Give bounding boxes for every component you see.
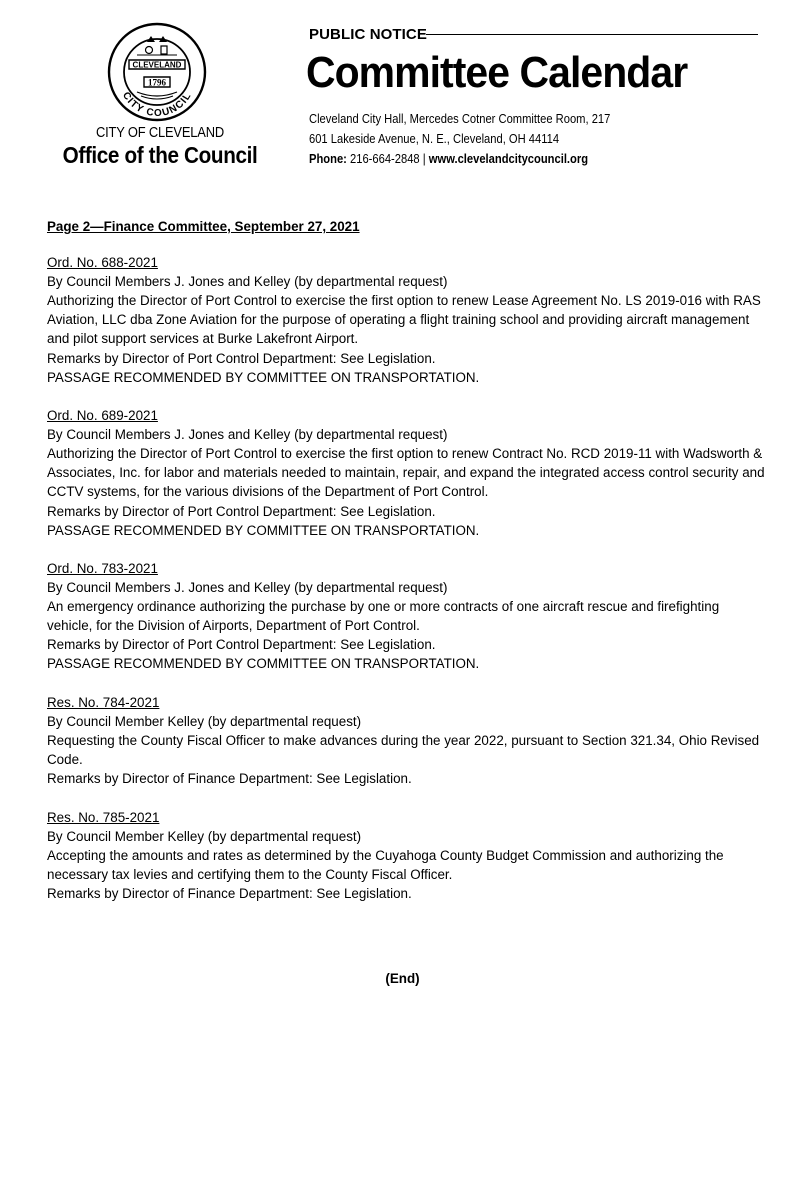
legislation-number: Ord. No. 689-2021 xyxy=(47,408,158,424)
public-notice-label: PUBLIC NOTICE xyxy=(309,26,427,43)
legislation-description: Accepting the amounts and rates as determined by the Cuyahoga County Budget Commission and authorizing the necessary tax levies and certifying them to the County Fiscal Officer. xyxy=(47,847,724,882)
legislation-description: Requesting the County Fiscal Officer to make advances during the year 2022, pursuant to Section 321.34, Ohio Revised Code. xyxy=(47,733,760,768)
seal-bottom-text: CITY COUNCIL xyxy=(119,90,195,120)
legislation-sponsor: By Council Members J. Jones and Kelley (by departmental request) xyxy=(47,580,448,596)
legislation-item xyxy=(47,559,767,674)
legislation-item xyxy=(47,808,767,903)
legislation-item xyxy=(47,406,767,540)
contact-separator: | xyxy=(422,151,426,166)
legislation-remarks: Remarks by Director of Finance Department: See Legislation. xyxy=(47,771,412,787)
city-name: CITY OF CLEVELAND xyxy=(95,124,225,141)
office-name: Office of the Council xyxy=(62,142,258,168)
legislation-sponsor: By Council Members J. Jones and Kelley (by departmental request) xyxy=(47,274,448,290)
city-council-seal-icon xyxy=(107,22,207,122)
legislation-remarks: Remarks by Director of Port Control Department: See Legislation. xyxy=(47,350,436,366)
legislation-description: Authorizing the Director of Port Control to exercise the first option to renew Lease Agreement No. LS 2019-016 with RAS Aviation, LLC dba Zone Aviation for the purpose of operating a flight training school and providing aircraft management and pilot support services at Burke Lakefront Airport. xyxy=(47,293,761,347)
legislation-recommendation: PASSAGE RECOMMENDED BY COMMITTEE ON TRANSPORTATION. xyxy=(47,369,480,385)
calendar-body xyxy=(47,217,767,922)
legislation-item xyxy=(47,253,767,387)
legislation-remarks: Remarks by Director of Port Control Department: See Legislation. xyxy=(47,503,436,519)
legislation-recommendation: PASSAGE RECOMMENDED BY COMMITTEE ON TRANSPORTATION. xyxy=(47,656,480,672)
document-header xyxy=(0,0,805,190)
address-line-1: Cleveland City Hall, Mercedes Cotner Committee Room, 217 xyxy=(309,111,611,126)
phone-number: 216-664-2848 xyxy=(350,151,420,166)
end-marker: (End) xyxy=(385,971,420,986)
contact-line xyxy=(309,151,588,166)
legislation-sponsor: By Council Member Kelley (by departmental request) xyxy=(47,713,362,729)
section-heading: Page 2—Finance Committee, September 27, 2021 xyxy=(47,219,360,234)
legislation-description: Authorizing the Director of Port Control to exercise the first option to renew Contract No. RCD 2019-11 with Wadsworth & Associates, Inc. for labor and materials needed to maintain, repair, and expand the integrated access control security and CCTV systems, for the various divisions of the Department of Port Control. xyxy=(47,446,765,500)
legislation-description: An emergency ordinance authorizing the purchase by one or more contracts of one aircraft rescue and firefighting vehicle, for the Division of Airports, Department of Port Control. xyxy=(47,599,720,634)
legislation-remarks: Remarks by Director of Finance Department: See Legislation. xyxy=(47,886,412,901)
legislation-sponsor: By Council Member Kelley (by departmental request) xyxy=(47,828,362,844)
seal-top-text: CLEVELAND xyxy=(132,60,182,70)
legislation-number: Res. No. 785-2021 xyxy=(47,809,160,825)
legislation-number: Ord. No. 783-2021 xyxy=(47,561,158,576)
legislation-number: Ord. No. 688-2021 xyxy=(47,255,158,271)
legislation-remarks: Remarks by Director of Port Control Department: See Legislation. xyxy=(47,637,436,653)
address-line-2: 601 Lakeside Avenue, N. E., Cleveland, OH 44114 xyxy=(309,131,560,146)
legislation-sponsor: By Council Members J. Jones and Kelley (by departmental request) xyxy=(47,427,448,443)
legislation-number: Res. No. 784-2021 xyxy=(47,694,160,710)
header-rule xyxy=(426,34,758,35)
legislation-recommendation: PASSAGE RECOMMENDED BY COMMITTEE ON TRANSPORTATION. xyxy=(47,522,480,538)
phone-label: Phone: xyxy=(309,151,347,166)
legislation-item xyxy=(47,693,767,788)
website-link[interactable]: www.clevelandcitycouncil.org xyxy=(428,151,589,166)
page-title: Committee Calendar xyxy=(306,48,688,97)
seal-year: 1796 xyxy=(148,77,166,88)
